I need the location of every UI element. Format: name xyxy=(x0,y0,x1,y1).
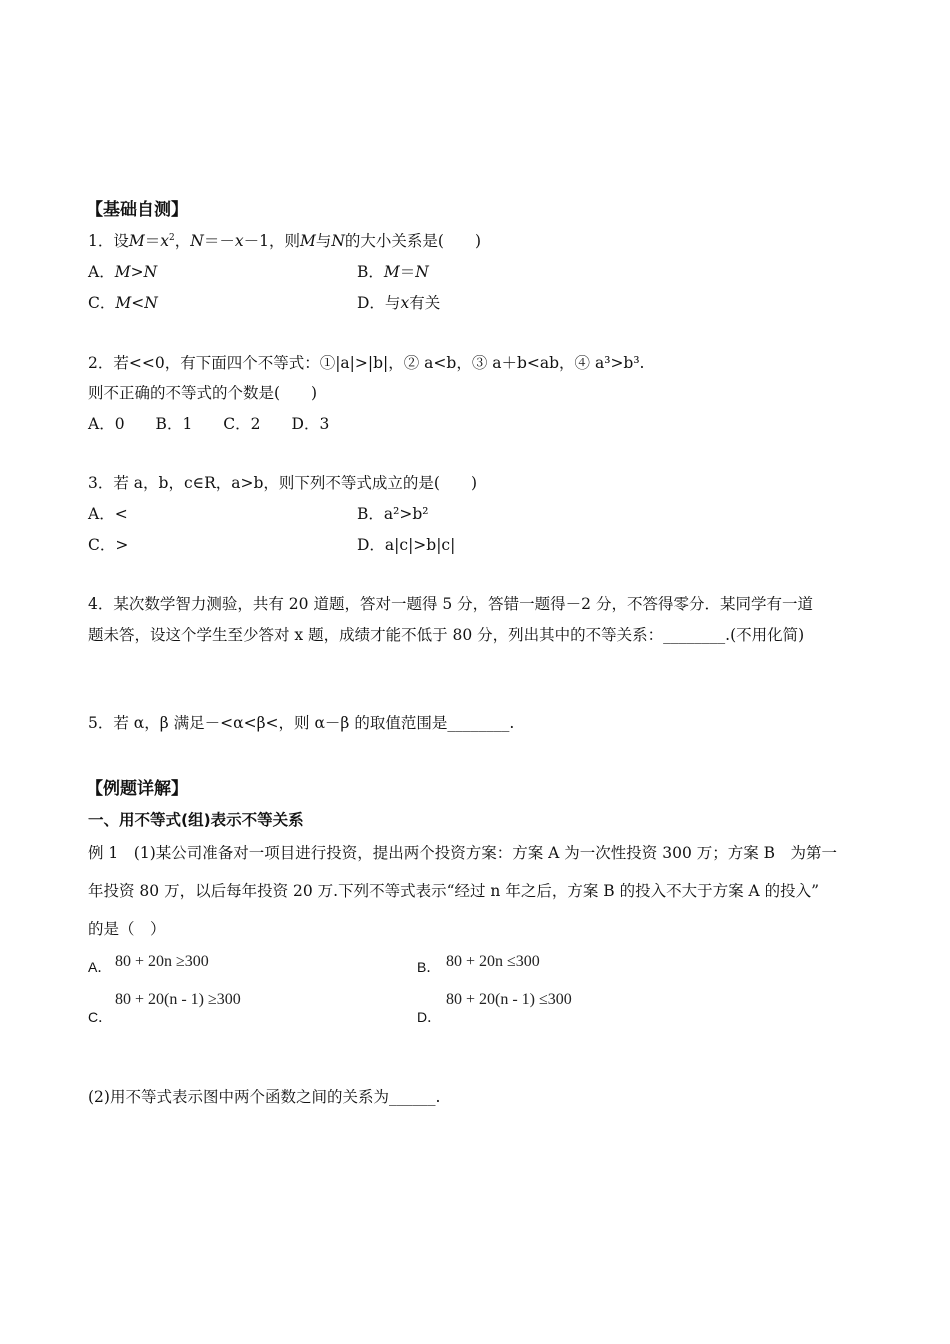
example-1-option-c-formula: 80 + 20(n - 1) ≥300 xyxy=(115,991,241,1008)
question-2-stem: 2．若<<0，有下面四个不等式：①|a|>|b|，② a<b，③ a＋b<ab，④ a³>b³. xyxy=(88,354,645,372)
example-1-option-c-label: C． xyxy=(88,1009,113,1025)
question-5-stem: 5．若 α，β 满足－<α<β<，则 α－β 的取值范围是________. xyxy=(88,714,515,732)
question-2-options: A．0 B．1 C．2 D．3 xyxy=(88,415,330,433)
question-3-option-a: A．< xyxy=(88,505,128,523)
example-1-stem-continued: 年投资 80 万，以后每年投资 20 万.下列不等式表示“经过 n 年之后，方案 B 的投入不大于方案 A 的投入” xyxy=(88,882,820,900)
example-1-part-2: (2)用不等式表示图中两个函数之间的关系为______. xyxy=(88,1088,441,1106)
subsection-title: 一、用不等式(组)表示不等关系 xyxy=(88,811,304,829)
example-1-stem-end: 的是（ ） xyxy=(88,920,166,938)
section-title-basic-test: 【基础自测】 xyxy=(86,200,188,220)
example-1-option-a-formula: 80 + 20n ≥300 xyxy=(115,953,209,970)
example-1-option-d-formula: 80 + 20(n - 1) ≤300 xyxy=(446,991,572,1008)
example-1-option-d-label: D． xyxy=(417,1009,442,1025)
example-1-stem: 例 1 (1)某公司准备对一项目进行投资，提出两个投资方案：方案 A 为一次性投资 300 万；方案 B 为第一 xyxy=(88,844,838,862)
question-1-option-a: A．M>N xyxy=(88,263,158,281)
question-2-stem-continued: 则不正确的不等式的个数是( ) xyxy=(88,384,318,402)
question-3-option-d: D．a|c|>b|c| xyxy=(357,536,456,554)
question-1-option-c: C．M<N xyxy=(88,294,158,312)
question-4-stem: 4．某次数学智力测验，共有 20 道题，答对一题得 5 分，答错一题得－2 分，不答得零分．某同学有一道 xyxy=(88,595,813,613)
question-3-option-c: C．> xyxy=(88,536,129,554)
question-1-option-d: D．与x有关 xyxy=(357,294,441,312)
question-3-option-b: B．a²>b² xyxy=(357,505,429,523)
question-1-stem: 1．设$M=x^2$，N＝－x－1，则M与N的大小关系是( ) xyxy=(88,232,482,250)
section-title-examples: 【例题详解】 xyxy=(86,779,188,799)
example-1-option-b-formula: 80 + 20n ≤300 xyxy=(446,953,540,970)
example-1-option-a-label: A． xyxy=(88,959,112,975)
question-3-stem: 3．若 a，b，c∈R，a>b，则下列不等式成立的是( ) xyxy=(88,474,478,492)
example-1-option-b-label: B． xyxy=(417,959,441,975)
question-4-stem-continued: 题未答，设这个学生至少答对 x 题，成绩才能不低于 80 分，列出其中的不等关系：________.(不用化简) xyxy=(88,626,805,644)
question-1-option-b: B．M＝N xyxy=(357,263,429,281)
